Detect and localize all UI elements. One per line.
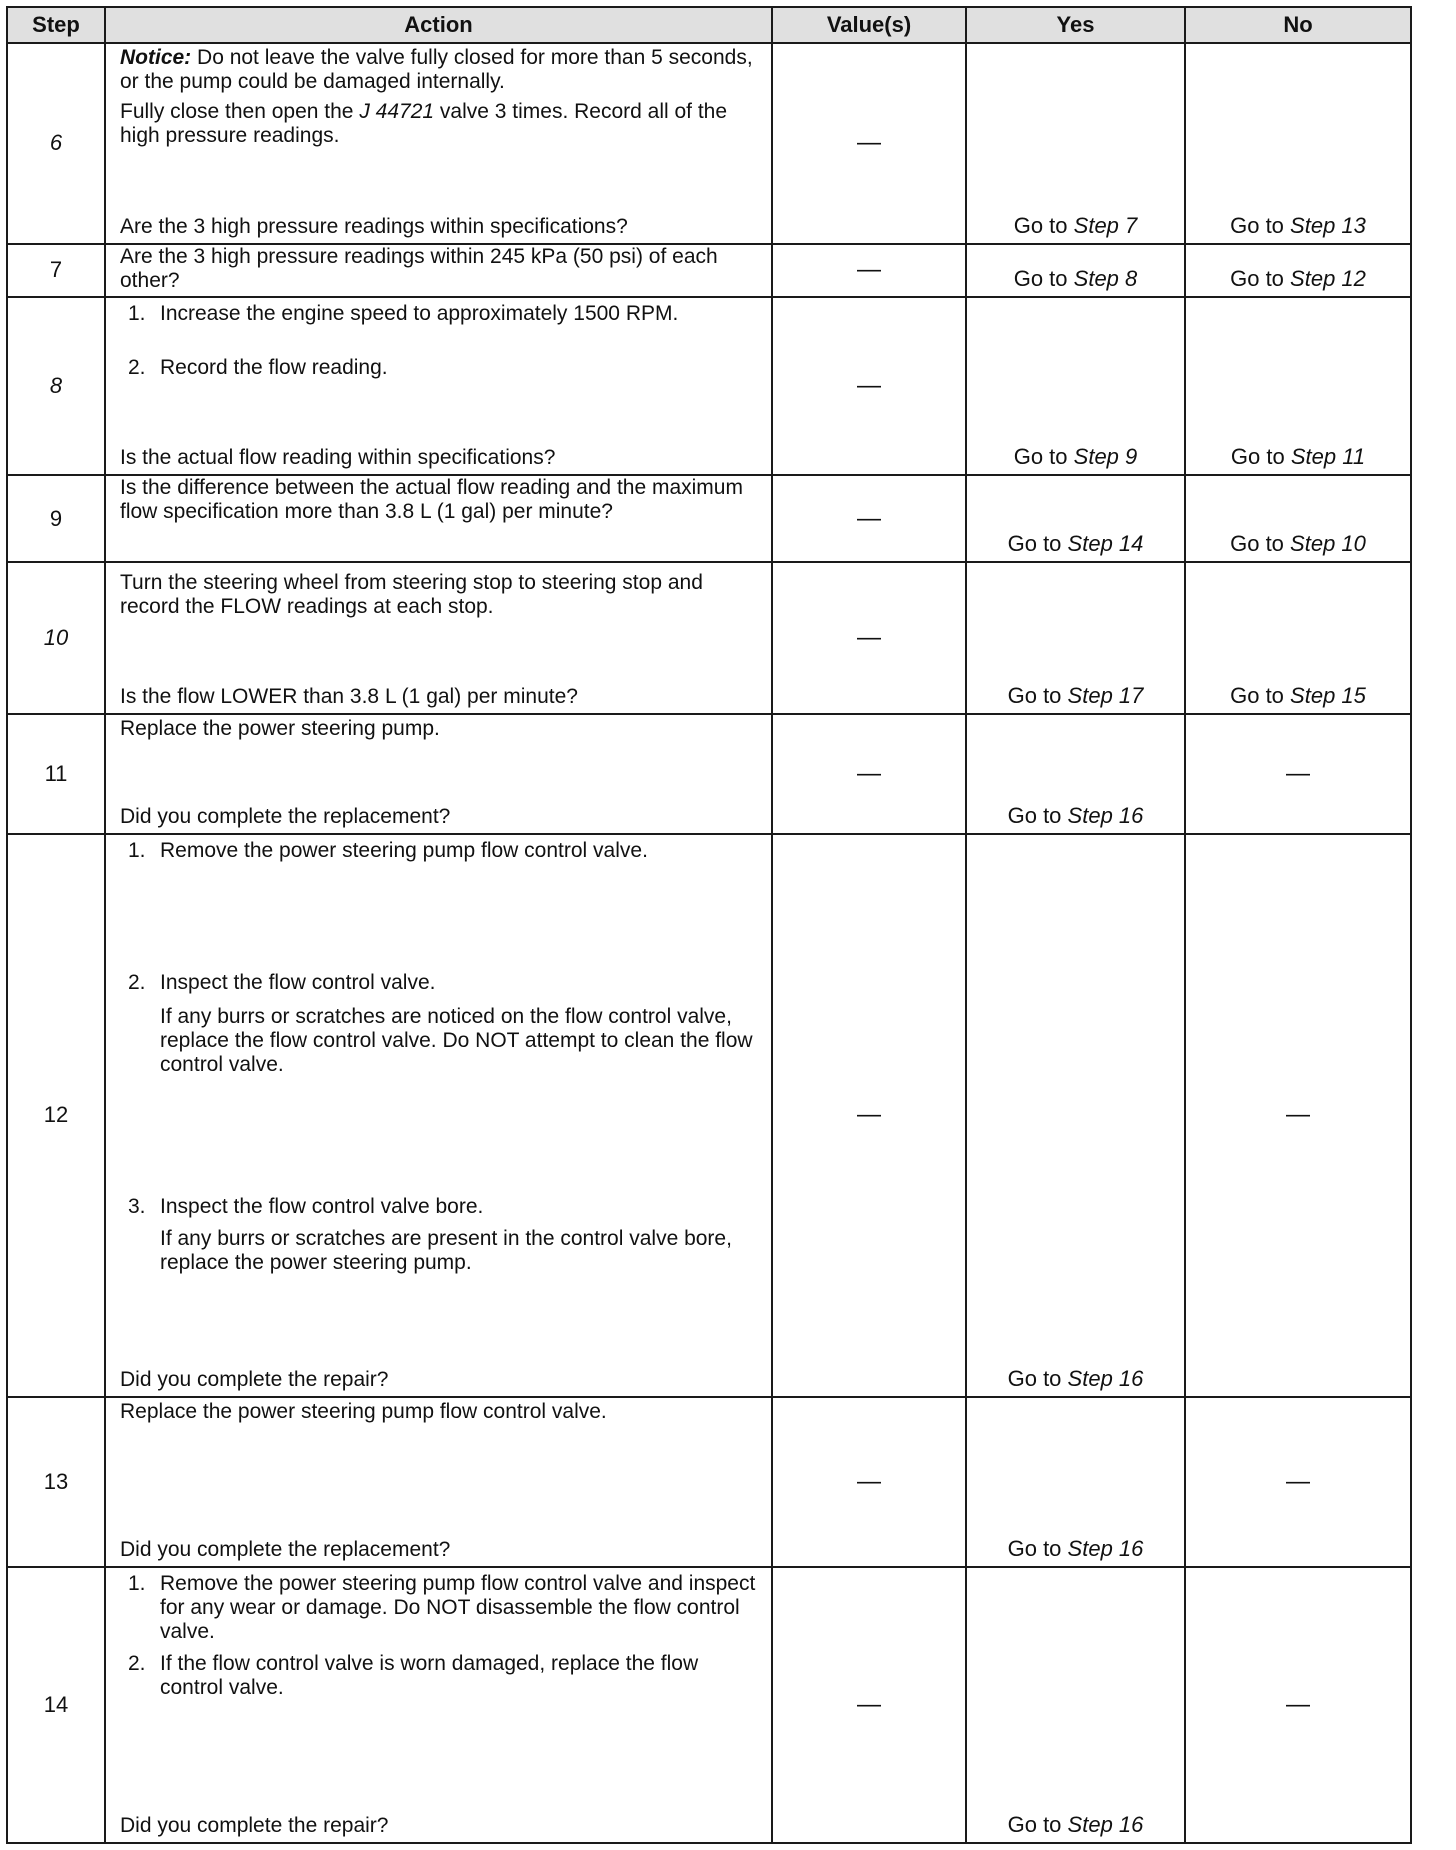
values-cell: —	[772, 834, 966, 1397]
question: Are the 3 high pressure readings within 245 kPa (50 psi) of each other?	[120, 244, 718, 292]
action-cell	[105, 1567, 772, 1843]
action-cell	[105, 834, 772, 1397]
instruction-text: valve 3 times. Record all of the high pressure readings.	[120, 100, 728, 147]
values-cell: —	[772, 1567, 966, 1843]
go-to-label: Go to	[1007, 683, 1062, 709]
list-item	[128, 1195, 763, 1219]
action-cell	[105, 244, 772, 297]
notice-text: Do not leave the valve fully closed for more than 5 seconds, or the pump could be damaged internally.	[120, 46, 753, 93]
go-to-label: Go to	[1013, 212, 1068, 238]
list-item	[128, 1652, 763, 1700]
no-step-link[interactable]: Step 15	[1290, 683, 1366, 709]
header-row	[7, 7, 1411, 43]
table-row	[7, 43, 1411, 244]
yes-step-link[interactable]: Step 7	[1073, 212, 1138, 238]
question: Is the actual flow reading within specifications?	[120, 445, 556, 469]
table-row	[7, 244, 1411, 297]
table-row	[7, 714, 1411, 834]
yes-step-link[interactable]: Step 16	[1067, 802, 1144, 828]
go-to-label: Go to	[1013, 443, 1068, 469]
values-cell: —	[772, 297, 966, 475]
action-cell	[105, 43, 772, 244]
values-cell: —	[772, 43, 966, 244]
yes-cell	[966, 834, 1185, 1397]
list-item	[128, 356, 763, 380]
question: Did you complete the repair?	[120, 1814, 389, 1837]
no-step-link[interactable]: Step 13	[1290, 212, 1366, 238]
item-number: 1.	[128, 1572, 146, 1596]
item-number: 1.	[128, 301, 146, 325]
values-cell: —	[772, 562, 966, 714]
step-number: 12	[7, 834, 105, 1397]
item-number: 2.	[128, 970, 146, 994]
header-action: Action	[105, 7, 772, 43]
go-to-label: Go to	[1007, 1365, 1062, 1391]
no-step-link[interactable]: Step 11	[1290, 443, 1366, 469]
step-number: 11	[7, 714, 105, 834]
yes-cell	[966, 244, 1185, 297]
yes-step-link[interactable]: Step 9	[1073, 443, 1138, 469]
list-item	[128, 839, 763, 863]
list-item	[128, 302, 763, 326]
header-no: No	[1185, 7, 1411, 43]
item-text: Remove the power steering pump flow control valve.	[160, 838, 648, 862]
instruction: Replace the power steering pump.	[120, 717, 440, 741]
item-number: 1.	[128, 838, 146, 862]
table-row	[7, 1567, 1411, 1843]
go-to-label: Go to	[1007, 802, 1062, 828]
yes-step-link[interactable]: Step 16	[1067, 1812, 1144, 1837]
table-row	[7, 297, 1411, 475]
step-number: 8	[7, 297, 105, 475]
no-cell	[1185, 297, 1411, 475]
values-cell: —	[772, 1397, 966, 1567]
item-detail: If any burrs or scratches are present in the control valve bore, replace the power steering pump.	[160, 1226, 732, 1274]
list-item	[128, 1572, 763, 1644]
values-cell: —	[772, 244, 966, 297]
no-step-link[interactable]: Step 10	[1290, 531, 1366, 557]
table-row	[7, 834, 1411, 1397]
go-to-label: Go to	[1230, 212, 1284, 238]
item-text: If the flow control valve is worn damaged, replace the flow control valve.	[160, 1652, 699, 1700]
header-step: Step	[7, 7, 105, 43]
step-number: 10	[7, 562, 105, 714]
step-number: 6	[7, 43, 105, 244]
step-number: 13	[7, 1397, 105, 1567]
instruction: Replace the power steering pump flow control valve.	[120, 1399, 607, 1423]
table-row	[7, 475, 1411, 562]
question: Are the 3 high pressure readings within specifications?	[120, 214, 628, 238]
item-number: 3.	[128, 1194, 146, 1218]
action-cell	[105, 1397, 772, 1567]
question: Did you complete the replacement?	[120, 1538, 451, 1562]
values-cell: —	[772, 714, 966, 834]
item-text: Inspect the flow control valve.	[160, 970, 436, 994]
instruction	[120, 100, 763, 148]
item-text: Increase the engine speed to approximately 1500 RPM.	[160, 301, 679, 325]
yes-step-link[interactable]: Step 8	[1073, 265, 1138, 291]
go-to-label: Go to	[1230, 683, 1284, 709]
no-cell	[1185, 1397, 1411, 1567]
values-cell: —	[772, 475, 966, 562]
go-to-label: Go to	[1007, 531, 1062, 557]
go-to-label: Go to	[1007, 1536, 1062, 1562]
yes-step-link[interactable]: Step 16	[1067, 1536, 1144, 1562]
no-cell	[1185, 1567, 1411, 1843]
no-dash: —	[1286, 1467, 1310, 1495]
instruction: Turn the steering wheel from steering stop to steering stop and record the FLOW readings at each stop.	[120, 571, 703, 619]
header-yes: Yes	[966, 7, 1185, 43]
tool-number: J 44721	[359, 100, 435, 123]
no-step-link[interactable]: Step 12	[1290, 265, 1366, 291]
go-to-label: Go to	[1230, 531, 1284, 557]
no-cell	[1185, 834, 1411, 1397]
yes-step-link[interactable]: Step 14	[1067, 531, 1144, 557]
table-row	[7, 562, 1411, 714]
no-cell	[1185, 43, 1411, 244]
go-to-label: Go to	[1013, 265, 1068, 291]
question: Is the difference between the actual flow reading and the maximum flow specification more than 3.8 L (1 gal) per minute?	[120, 475, 743, 523]
item-detail: If any burrs or scratches are noticed on the flow control valve, replace the flow control valve. Do NOT attempt to clean the flow control valve.	[160, 1004, 753, 1076]
action-cell	[105, 562, 772, 714]
go-to-label: Go to	[1230, 265, 1284, 291]
action-cell	[105, 714, 772, 834]
yes-step-link[interactable]: Step 17	[1067, 683, 1144, 709]
item-number: 2.	[128, 355, 146, 379]
yes-cell	[966, 297, 1185, 475]
yes-cell	[966, 43, 1185, 244]
header-values: Value(s)	[772, 7, 966, 43]
notice-label: Notice:	[120, 46, 192, 69]
notice	[120, 46, 763, 94]
no-cell	[1185, 714, 1411, 834]
table-row	[7, 1397, 1411, 1567]
no-dash: —	[1286, 1691, 1310, 1719]
no-cell	[1185, 562, 1411, 714]
yes-cell	[966, 475, 1185, 562]
question: Is the flow LOWER than 3.8 L (1 gal) per minute?	[120, 685, 578, 709]
go-to-label: Go to	[1007, 1812, 1062, 1837]
yes-cell	[966, 1397, 1185, 1567]
step-number: 9	[7, 475, 105, 562]
instruction-text: Fully close then open the	[120, 100, 360, 123]
no-cell	[1185, 475, 1411, 562]
question: Did you complete the repair?	[120, 1367, 389, 1391]
item-text: Inspect the flow control valve bore.	[160, 1194, 484, 1218]
yes-cell	[966, 562, 1185, 714]
yes-step-link[interactable]: Step 16	[1067, 1365, 1144, 1391]
question: Did you complete the replacement?	[120, 804, 451, 828]
go-to-label: Go to	[1230, 443, 1285, 469]
step-number: 7	[7, 244, 105, 297]
diagnostic-table	[6, 6, 1412, 1844]
yes-cell	[966, 1567, 1185, 1843]
action-cell	[105, 475, 772, 562]
no-dash: —	[1286, 760, 1310, 788]
list-item	[128, 971, 763, 995]
item-text: Remove the power steering pump flow control valve and inspect for any wear or damage. Do NOT disassemble the flow control valve.	[160, 1572, 756, 1644]
action-cell	[105, 297, 772, 475]
no-dash: —	[1286, 1101, 1310, 1129]
yes-cell	[966, 714, 1185, 834]
step-number: 14	[7, 1567, 105, 1843]
no-cell	[1185, 244, 1411, 297]
item-number: 2.	[128, 1652, 146, 1676]
item-text: Record the flow reading.	[160, 355, 388, 379]
